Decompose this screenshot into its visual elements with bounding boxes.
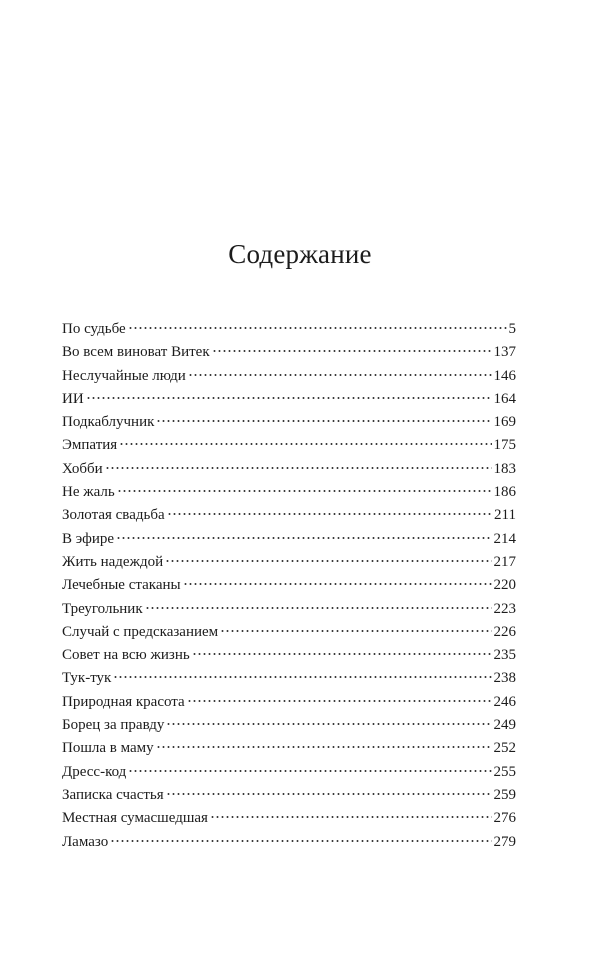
toc-entry-title: Подкаблучник xyxy=(62,414,155,431)
toc-entry-page-number: 146 xyxy=(493,367,516,384)
dot-leader xyxy=(128,770,491,772)
dot-leader xyxy=(110,840,491,842)
toc-entry-title: Ламазо xyxy=(62,833,109,850)
toc-entry-page-number: 5 xyxy=(508,321,516,337)
toc-entry xyxy=(62,365,516,388)
dot-leader xyxy=(117,490,492,492)
toc-entry-title: ИИ xyxy=(62,390,84,407)
toc-entry xyxy=(62,574,516,597)
dot-leader xyxy=(145,607,492,609)
toc-entry-page-number: 259 xyxy=(493,786,516,803)
toc-entry xyxy=(62,388,516,411)
toc-entry-title: Жить надеждой xyxy=(62,553,164,570)
toc-entry-title: Не жаль xyxy=(62,484,115,501)
toc-entry-title: В эфире xyxy=(62,530,115,547)
toc-entry xyxy=(62,621,516,644)
toc-entry-page-number: 238 xyxy=(493,670,516,687)
toc-entry-title: Эмпатия xyxy=(62,437,118,454)
toc-entry-page-number: 217 xyxy=(493,553,516,570)
toc-entry-page-number: 235 xyxy=(493,647,516,664)
toc-entry-page-number: 183 xyxy=(493,460,516,477)
toc-entry-page-number: 169 xyxy=(493,414,516,431)
dot-leader xyxy=(187,700,492,702)
toc-entry xyxy=(62,411,516,434)
toc-entry xyxy=(62,551,516,574)
toc-entry xyxy=(62,598,516,621)
toc-entry xyxy=(62,831,516,854)
toc-entry-page-number: 164 xyxy=(493,390,516,407)
toc-entry-title: Треугольник xyxy=(62,600,143,617)
dot-leader xyxy=(165,560,491,562)
toc-entry xyxy=(62,644,516,667)
dot-leader xyxy=(156,746,492,748)
toc-entry-title: Тук-тук xyxy=(62,670,112,687)
dot-leader xyxy=(166,793,492,795)
toc-entry xyxy=(62,667,516,690)
toc-entry-title: Во всем виноват Витек xyxy=(62,344,210,361)
dot-leader xyxy=(105,467,492,469)
toc-entry xyxy=(62,458,516,481)
table-of-contents xyxy=(62,318,516,854)
dot-leader xyxy=(192,653,492,655)
toc-entry-page-number: 137 xyxy=(493,344,516,361)
toc-entry xyxy=(62,318,516,341)
toc-entry-title: Хобби xyxy=(62,460,103,477)
toc-entry-page-number: 246 xyxy=(493,693,516,710)
toc-entry-page-number: 211 xyxy=(494,507,516,524)
toc-entry-title: Борец за правду xyxy=(62,717,165,734)
toc-entry xyxy=(62,341,516,364)
toc-entry-title: Дресс-код xyxy=(62,763,127,780)
toc-entry xyxy=(62,434,516,457)
toc-entry-page-number: 186 xyxy=(493,484,516,501)
dot-leader xyxy=(119,443,491,445)
toc-entry-title: Совет на всю жизнь xyxy=(62,647,190,664)
toc-entry xyxy=(62,761,516,784)
toc-entry-title: Золотая свадьба xyxy=(62,507,165,524)
toc-entry-page-number: 252 xyxy=(493,740,516,757)
toc-entry-page-number: 175 xyxy=(493,437,516,454)
toc-entry-page-number: 276 xyxy=(493,810,516,827)
dot-leader xyxy=(156,420,491,422)
dot-leader xyxy=(86,397,492,399)
toc-entry-page-number: 249 xyxy=(493,717,516,734)
toc-entry xyxy=(62,481,516,504)
dot-leader xyxy=(166,723,491,725)
toc-entry xyxy=(62,737,516,760)
dot-leader xyxy=(212,350,492,352)
dot-leader xyxy=(220,630,491,632)
dot-leader xyxy=(188,374,492,376)
toc-entry-page-number: 223 xyxy=(493,600,516,617)
toc-entry xyxy=(62,784,516,807)
page-title: Содержание xyxy=(228,239,372,269)
toc-entry-title: Лечебные стаканы xyxy=(62,577,181,594)
toc-entry-page-number: 220 xyxy=(493,577,516,594)
toc-entry-title: Неслучайные люди xyxy=(62,367,186,384)
toc-entry-title: Случай с предсказанием xyxy=(62,623,219,640)
toc-entry-page-number: 279 xyxy=(493,833,516,850)
toc-entry xyxy=(62,714,516,737)
toc-entry xyxy=(62,528,516,551)
dot-leader xyxy=(113,676,491,678)
toc-entry xyxy=(62,807,516,830)
dot-leader xyxy=(210,816,492,818)
toc-entry-page-number: 214 xyxy=(493,530,516,547)
toc-entry xyxy=(62,691,516,714)
toc-entry-page-number: 255 xyxy=(493,763,516,780)
toc-entry xyxy=(62,504,516,527)
toc-entry-title: Записка счастья xyxy=(62,786,164,803)
toc-entry-title: Природная красота xyxy=(62,693,185,710)
toc-entry-title: Пошла в маму xyxy=(62,740,154,757)
dot-leader xyxy=(183,583,492,585)
dot-leader xyxy=(116,537,491,539)
toc-entry-title: По судьбе xyxy=(62,321,126,337)
toc-entry-title: Местная сумасшедшая xyxy=(62,810,208,827)
dot-leader xyxy=(128,327,507,329)
toc-entry-page-number: 226 xyxy=(493,623,516,640)
dot-leader xyxy=(167,513,492,515)
